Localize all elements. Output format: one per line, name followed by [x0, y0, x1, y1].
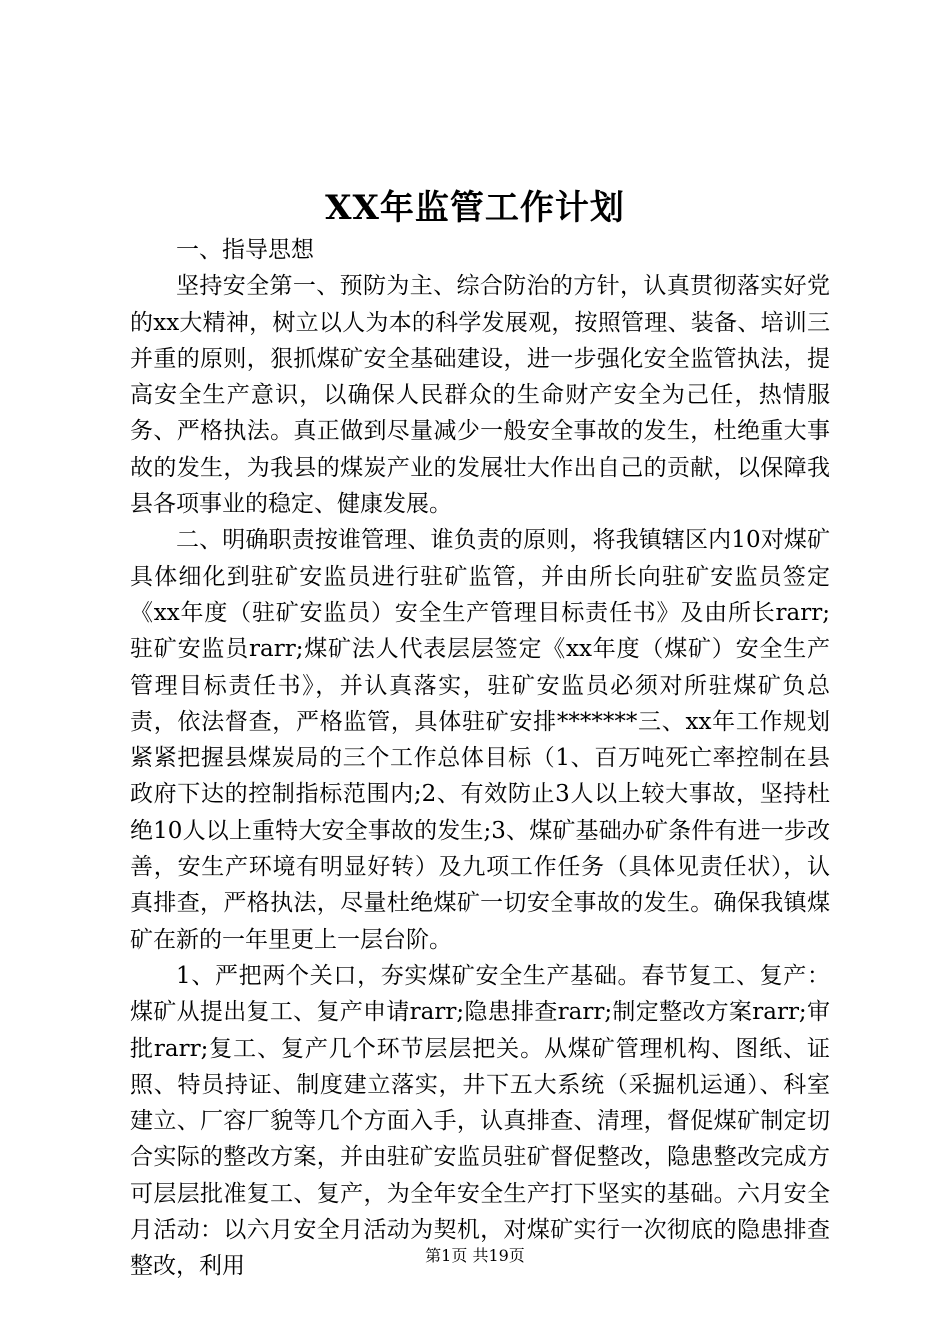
section-heading: 一、指导思想 [176, 237, 314, 263]
document-body [130, 232, 830, 1285]
paragraph: 坚持安全第一、预防为主、综合防治的方针，认真贯彻落实好党的xx大精神，树立以人为本的科学发展观，按照管理、装备、培训三并重的原则，狠抓煤矿安全基础建设，进一步强化安全监管执法，提高安全生产意识，以确保人民群众的生命财产安全为己任，热情服务、严格执法。真正做到尽量减少一般安全事故的发生，杜绝重大事故的发生，为我县的煤炭产业的发展壮大作出自己的贡献，以保障我县各项事业的稳定、健康发展。 [130, 273, 830, 518]
paragraph: 二、明确职责按谁管理、谁负责的原则，将我镇辖区内10对煤矿具体细化到驻矿安监员进行驻矿监管，并由所长向驻矿安监员签定《xx年度（驻矿安监员）安全生产管理目标责任书》及由所长rarr;驻矿安监员rarr;煤矿法人代表层层签定《xx年度（煤矿）安全生产管理目标责任书》，并认真落实，驻矿安监员必须对所驻煤矿负总责，依法督查，严格监管，具体驻矿安排*******三、xx年工作规划紧紧把握县煤炭局的三个工作总体目标（1、百万吨死亡率控制在县政府下达的控制指标范围内;2、有效防止3人以上较大事故，坚持杜绝10人以上重特大安全事故的发生;3、煤矿基础办矿条件有进一步改善，安生产环境有明显好转）及九项工作任务（具体见责任状），认真排查，严格执法，尽量杜绝煤矿一切安全事故的发生。确保我镇煤矿在新的一年里更上一层台阶。 [130, 527, 830, 953]
document-title: XX年监管工作计划 [325, 188, 625, 228]
paragraph: 1、严把两个关口，夯实煤矿安全生产基础。春节复工、复产：煤矿从提出复工、复产申请rarr;隐患排查rarr;制定整改方案rarr;审批rarr;复工、复产几个环节层层把关。从煤矿管理机构、图纸、证照、特员持证、制度建立落实，井下五大系统（采掘机运通）、科室建立、厂容厂貌等几个方面入手，认真排查、清理，督促煤矿制定切合实际的整改方案，并由驻矿安监员驻矿督促整改，隐患整改完成方可层层批准复工、复产，为全年安全生产打下坚实的基础。六月安全月活动：以六月安全月活动为契机，对煤矿实行一次彻底的隐患排查整改，利用 [130, 962, 830, 1280]
page-footer: 第1页 共19页 [425, 1246, 525, 1265]
